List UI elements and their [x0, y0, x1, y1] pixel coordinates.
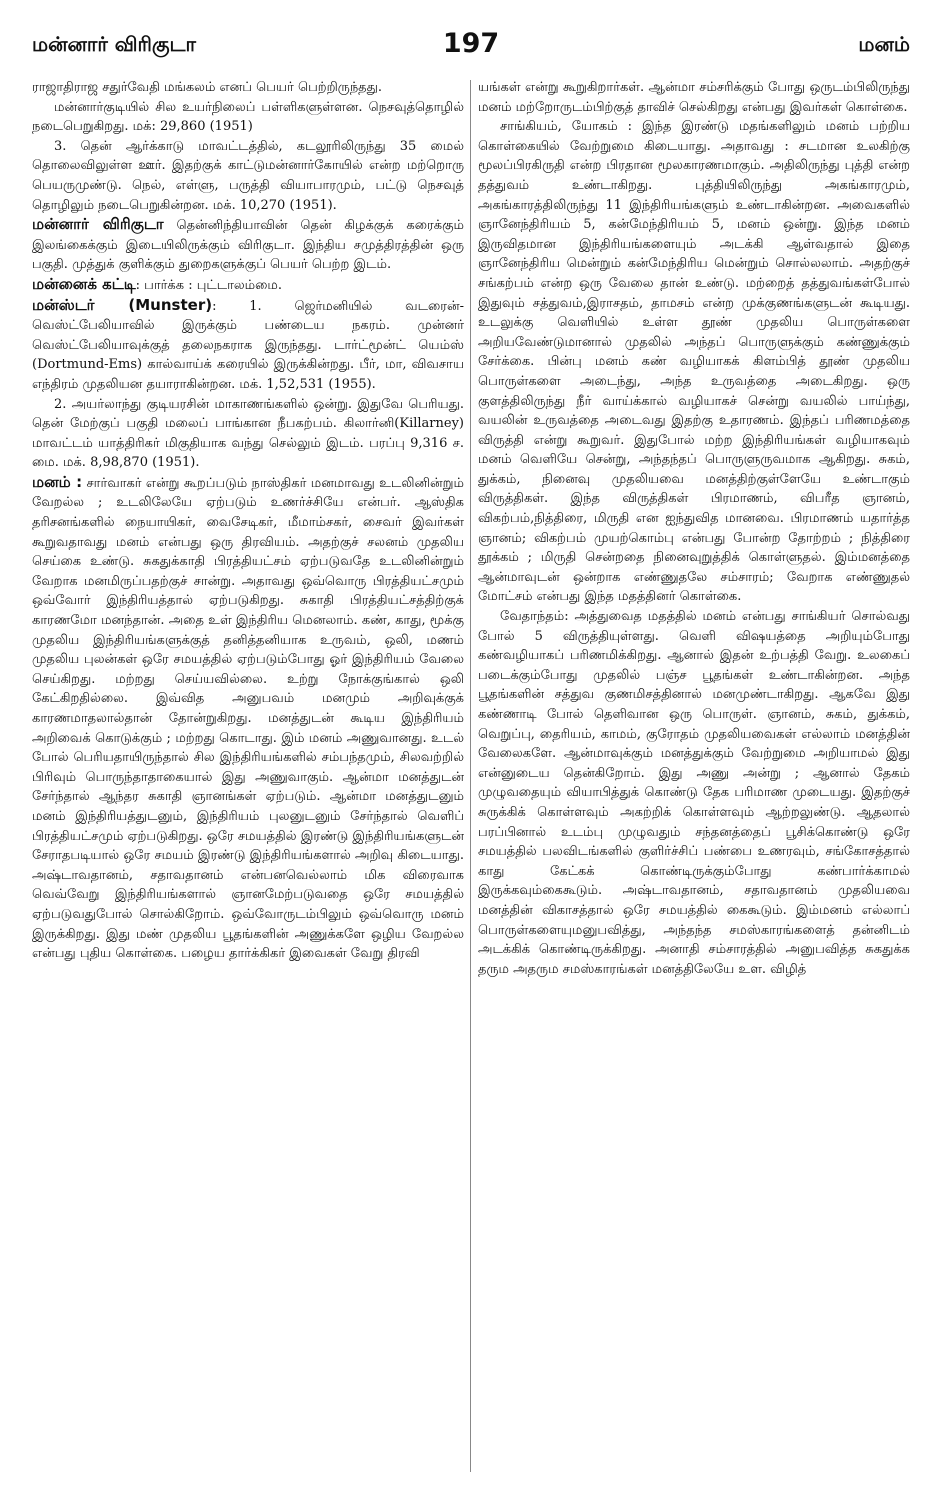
entry-text: தென்னிந்தியாவின் தென் கிழக்குக் கரைக்கும் இலங்கைக்கும் இடையிலிருக்கும் விரிகுடா. இந்திய சமுத்திரத்தின் ஒரு பகுதி. முத்துக் குளிக்கும் துறைகளுக்குப் பெயர் பெற்ற இடம்.	[32, 218, 464, 273]
header-last-entry: மனம்	[858, 32, 910, 56]
paragraph: 3. தென் ஆர்க்காடு மாவட்டத்தில், கடலூரிலிருந்து 35 மைல் தொலைவிலுள்ள ஊர். இதற்குக் காட்டுமன்னார்கோயில் என்ற மற்றொரு பெயருமுண்டு. நெல், எள்ளு, பருத்தி வியாபாரமும், பட்டு நெசவுத் தொழிலும் நடைபெறுகின்றன. மக். 10,270 (1951).	[32, 138, 464, 213]
entry-text: சார்வாகர் என்று கூறப்படும் நாஸ்திகர் மனமாவது உடலினின்றும் வேறல்ல ; உடலிலேயே ஏற்படும் உணர்ச்சியே என்பர். ஆஸ்திக தரிசனங்களில் நையாயிகர், வைசேடிகர், மீமாம்சகர், சைவர் இவர்கள் கூறுவதாவது மனம் என்பது ஒரு திரவியம். அதற்குச் சலனம் முதலிய செய்கை உண்டு. சுகதுக்காதி பிரத்தியட்சம் ஏற்படுவதே உடலினின்றும் வேறாக மனமிருப்பதற்குச் சான்று. அதாவது ஒவ்வொரு பிரத்தியட்சமும் ஒவ்வோர் இந்திரியத்தால் ஏற்படுகிறது. சுகாதி பிரத்தியட்சத்திற்குக் காரணமோ மனந்தான். அதை உள் இந்திரிய மெனலாம். கண், காது, மூக்கு முதலிய இந்திரியங்களுக்குத் தனித்தனியாக உருவம், ஒலி, மணம் முதலிய புலன்கள் ஒரே சமயத்தில் ஏற்படும்போது ஓர் இந்திரியம் வேலை செய்கிறது. மற்றது செய்யவில்லை. உற்று நோக்குங்கால் ஒலி கேட்கிறதில்லை. இவ்வித அனுபவம் மனமும் அறிவுக்குக் காரணமாதலால்தான் தோன்றுகிறது. மனத்துடன் கூடிய இந்திரியம் அறிவைக் கொடுக்கும் ; மற்றது கொடாது. இம் மனம் அணுவானது. உடல் போல் பெரியதாயிருந்தால் சில இந்திரியங்களில் சம்பந்தமும், சிலவற்றில் பிரிவும் பொருந்தாதாகையால் இது அணுவாகும். ஆன்மா மனத்துடன் சேர்ந்தால் ஆந்தர சுகாதி ஞானங்கள் ஏற்படும். ஆன்மா மனத்துடனும் மனம் இந்திரியத்துடனும், இந்திரியம் புலனுடனும் சேர்ந்தால் வெளிப் பிரத்தியட்சமும் ஏற்படுகிறது. ஒரே சமயத்தில் இரண்டு இந்திரியங்களுடன் சேராதபடியால் ஒரே சமயம் இரண்டு இந்திரியங்களால் அறிவு கிடையாது. அஷ்டாவதானம், சதாவதானம் என்பனவெல்லாம் மிக விரைவாக வெவ்வேறு இந்திரியங்களால் ஞானமேற்படுவதை ஒரே சமயத்தில் ஏற்படுவதுபோல் சொல்கிறோம். ஒவ்வோருடம்பிலும் ஒவ்வொரு மனம் இருக்கிறது. இது மண் முதலிய பூதங்களின் அணுக்களே ஒழிய வேறல்ல என்பது புதிய கொள்கை. பழைய தார்க்கிகர் இவைகள் வேறு திரவி	[32, 475, 464, 962]
page-number: 197	[442, 28, 500, 59]
paragraph: யங்கள் என்று கூறுகிறார்கள். ஆன்மா சம்சரிக்கும் போது ஒருடம்பிலிருந்து மனம் மற்றோருடம்பிற்குத் தாவிச் செல்கிறது என்பது இவர்கள் கொள்கை.	[478, 80, 910, 115]
entry-paragraph	[32, 473, 464, 964]
entry-headword: மன்னார் விரிகுடா	[32, 215, 164, 234]
paragraph: மன்னார்குடியில் சில உயர்நிலைப் பள்ளிகளுள்ளன. நெசவுத்தொழில் நடைபெறுகிறது. மக்: 29,860 (1951)	[32, 99, 464, 135]
paragraph: ராஜாதிராஜ சதுர்வேதி மங்கலம் எனப் பெயர் பெற்றிருந்தது.	[32, 80, 383, 95]
entry-text: : பார்க்க : புட்டாலம்மை.	[135, 277, 283, 293]
paragraph: வேதாந்தம்: அத்துவைத மதத்தில் மனம் என்பது சாங்கியர் சொல்வது போல் 5 விருத்தியுள்ளது. வெளி விஷயத்தை அறியும்போது கண்வழியாகப் பரிணமிக்கிறது. ஆனால் இதன் உற்பத்தி வேறு. உலகைப் படைக்கும்போது முதலில் பஞ்ச பூதங்கள் உண்டாகின்றன. அந்த பூதங்களின் சத்துவ குணமிசத்தினால் மனமுண்டாகிறது. ஆகவே இது கண்ணாடி போல் தெளிவான ஒரு பொருள். ஞானம், சுகம், துக்கம், வெறுப்பு, தைரியம், காமம், குரோதம் முதலியவைகள் எல்லாம் மனத்தின் வேலைகளே. ஆன்மாவுக்கும் மனத்துக்கும் வேற்றுமை அறியாமல் இது என்னுடைய தென்கிறோம். இது அணு அன்று ; ஆனால் தேகம் முழுவதையும் வியாபித்துக் கொண்டு தேக பரிமாண முடையது. இதற்குச் சுருக்கிக் கொள்ளவும் அகற்றிக் கொள்ளவும் ஆற்றலுண்டு. ஆதலால் பரப்பினால் உடம்பு முழுவதும் சந்தனத்தைப் பூசிக்கொண்டு ஒரே சமயத்தில் பலவிடங்களில் குளிர்ச்சிப் பண்பை உணரவும், சங்கோசத்தால் காது கேட்கக் கொண்டிருக்கும்போது கண்பார்க்காமல் இருக்கவும்கைகூடும். அஷ்டாவதானம், சதாவதானம் முதலியவை மனத்தின் விகாசத்தால் ஒரே சமயத்தில் கைகூடும். இம்மனம் எல்லாப் பொருள்களையுமனுபவித்து, அந்தந்த சமஸ்காரங்களைத் தன்னிடம் அடக்கிக் கொண்டிருக்கிறது. அனாதி சம்சாரத்தில் அனுபவித்த சுகதுக்க தரும அதரும சமஸ்காரங்கள் மனத்திலேயே உள. விழித்	[478, 609, 910, 977]
entry-text: : 1. ஜெர்மனியில் வடரைன்-வெஸ்ட்பேலியாவில் இருக்கும் பண்டைய நகரம். முன்னர் வெஸ்ட்பேலியாவுக்குத் தலைநகராக இருந்தது. டார்ட்மூன்ட் யெம்ஸ் (Dortmund-Ems) கால்வாய்க் கரையில் இருக்கின்றது. பீர், மா, விவசாய எந்திரம் முதலியன தயாராகின்றன. மக். 1,52,531 (1955).	[32, 298, 464, 392]
column-divider	[470, 80, 471, 1472]
entry-paragraph	[32, 215, 464, 275]
entry-headword: மன்னைக் கட்டி	[32, 274, 136, 293]
left-column	[32, 78, 464, 1477]
right-column	[478, 78, 910, 1477]
entry-headword: மனம் :	[32, 472, 83, 491]
entry-paragraph	[32, 296, 464, 395]
entry-paragraph	[32, 275, 464, 296]
entry-headword: மன்ஸ்டர் (Munster)	[32, 295, 213, 314]
header-first-entry: மன்னார் விரிகுடா	[32, 32, 196, 56]
page-header	[32, 30, 910, 64]
paragraph: சாங்கியம், யோகம் : இந்த இரண்டு மதங்களிலும் மனம் பற்றிய கொள்கையில் வேற்றுமை கிடையாது. அதாவது : சடமான உலகிற்கு மூலப்பிரகிருதி என்ற பிரதான மூலகாரணமாகும். அதிலிருந்து புத்தி என்ற தத்துவம் உண்டாகிறது. புத்தியிலிருந்து அகங்காரமும், அகங்காரத்திலிருந்து 11 இந்திரியங்களும் உண்டாகின்றன. அவைகளில் ஞானேந்திரியம் 5, கன்மேந்திரியம் 5, மனம் ஒன்று. இந்த மனம் இருவிதமான இந்திரியங்களையும் அடக்கி ஆள்வதால் இதை ஞானேந்திரிய மென்றும் கன்மேந்திரிய மென்றும் சொல்லலாம். அதற்குச் சங்கற்பம் என்ற ஒரு வேலை தான் உண்டு. மற்றைத் தத்துவங்கள்போல் இதுவும் சத்துவம்,இராசதம், தாமசம் என்ற முக்குணங்களுடன் கூடியது. உடலுக்கு வெளியில் உள்ள தூண் முதலிய பொருள்களை அறியவேண்டுமானால் முதலில் அந்தப் பொருளுக்கும் கண்ணுக்கும் சேர்க்கை. பின்பு மனம் கண் வழியாகக் கிளம்பித் தூண் முதலிய பொருள்களை அடைந்து, அந்த உருவத்தை அடைகிறது. ஒரு குளத்திலிருந்து நீர் வாய்க்கால் வழியாகச் சென்று வயலில் பாய்ந்து, வயலின் உருவத்தை அடைவது இதற்கு உதாரணம். இந்தப் பரிணமத்தை விருத்தி என்று கூறுவர். இதுபோல் மற்ற இந்திரியங்கள் வழியாகவும் மனம் வெளியே சென்று, அந்தந்தப் பொருளுருவமாக ஆகிறது. சுகம், துக்கம், நினைவு முதலியவை மனத்திற்குள்ளேயே உண்டாகும் விருத்திகள். இந்த விருத்திகள் பிரமாணம், விபரீத ஞானம், விகற்பம்,நித்திரை, மிருதி என ஐந்துவித மானவை. பிரமாணம் யதார்த்த ஞானம்; விகற்பம் முயற்கொம்பு என்பது போன்ற தோற்றம் ; நித்திரை தூக்கம் ; மிருதி சென்றதை நினைவுறுத்திக் கொள்ளுதல். இம்மனத்தை ஆன்மாவுடன் ஒன்றாக எண்ணுதலே சம்சாரம்; வேறாக எண்ணுதல் மோட்சம் என்பது இந்த மதத்தினர் கொள்கை.	[478, 119, 910, 605]
paragraph: 2. அயர்லாந்து குடியரசின் மாகாணங்களில் ஒன்று. இதுவே பெரியது. தென் மேற்குப் பகுதி மலைப் பாங்கான நீபகற்பம். கிலார்னி(Killarney) மாவட்டம் யாத்திரிகர் மிகுதியாக வந்து செல்லும் இடம். பரப்பு 9,316 ச. மை. மக். 8,98,870 (1951).	[32, 396, 464, 471]
